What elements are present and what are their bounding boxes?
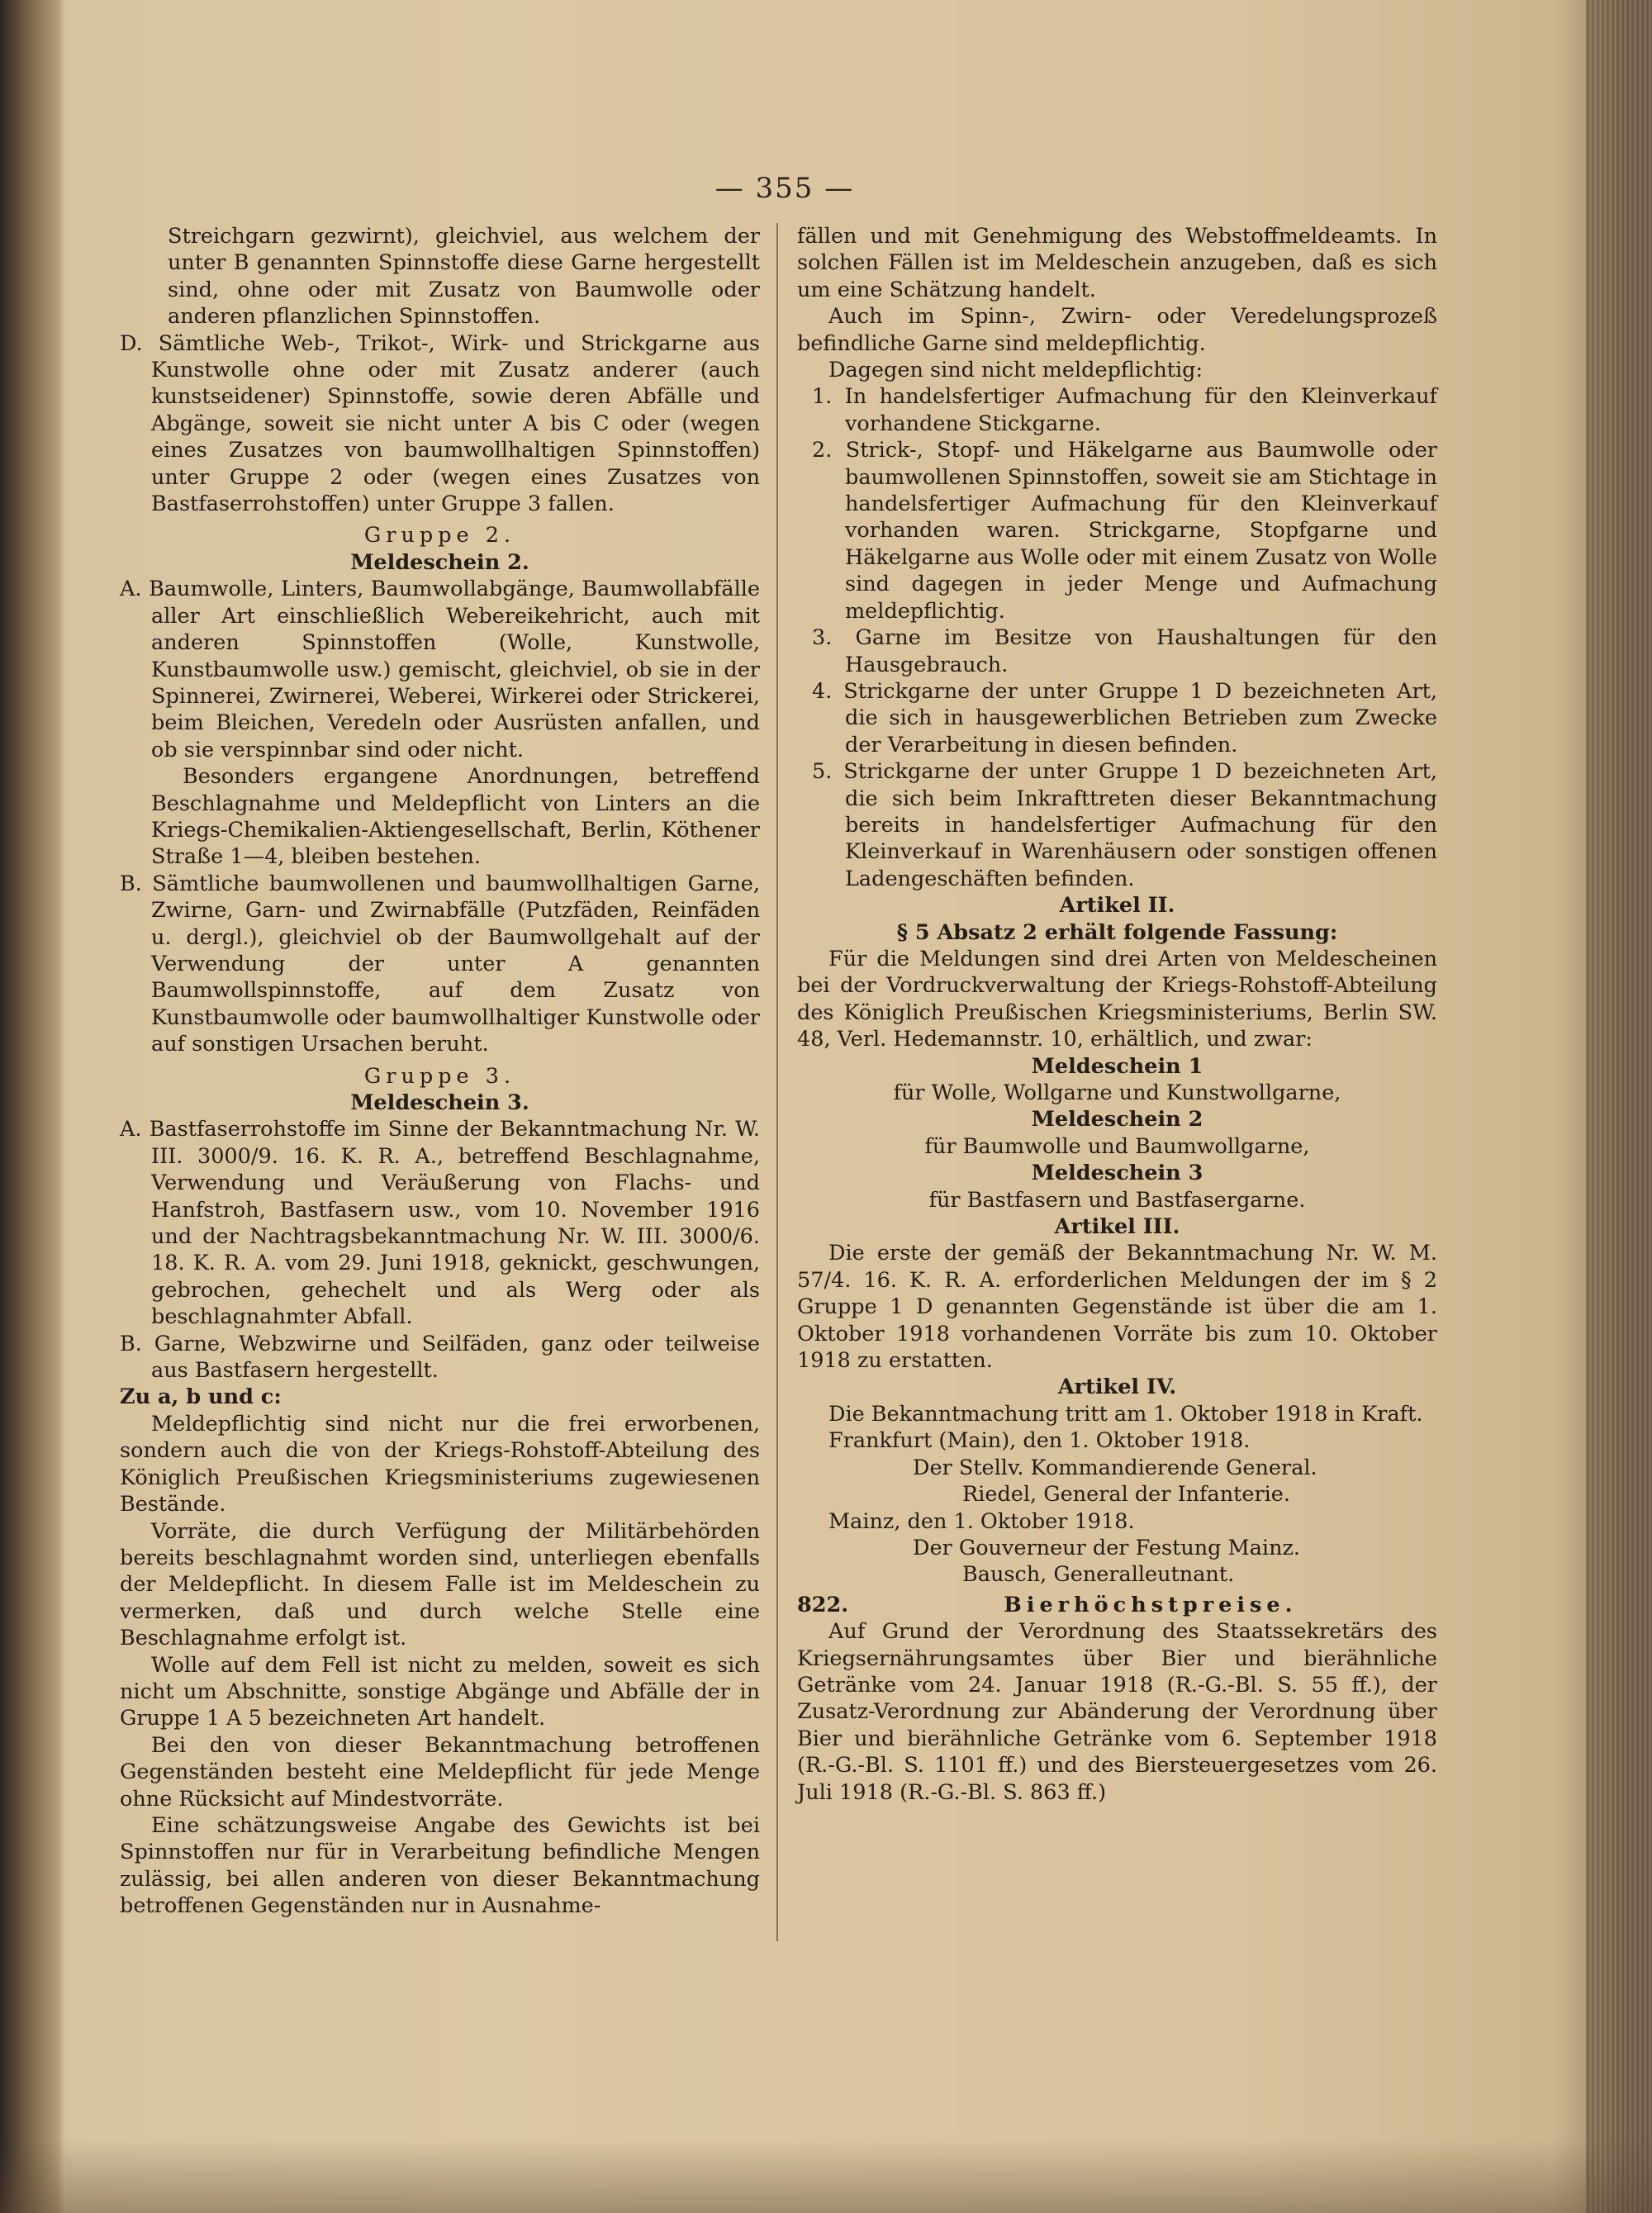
paragraph: Die Bekanntmachung tritt am 1. Oktober 1918 in Kraft. (828, 1401, 1423, 1427)
zu-abc-heading: Zu a, b und c: (120, 1384, 282, 1410)
group-3-heading: Gruppe 3. (363, 1063, 516, 1089)
paragraph: Auch im Spinn-, Zwirn- oder Veredelungsprozeß befindliche Garne sind meldepflichtig. (797, 304, 1437, 356)
paragraph: Bei den von dieser Bekanntmachung betroffenen Gegenständen besteht eine Meldepflicht für jede Menge ohne Rücksicht auf Mindestvorräte. (120, 1732, 760, 1812)
group-3-b: B. Garne, Webzwirne und Seilfäden, ganz oder teilweise aus Bastfasern hergestellt. (120, 1331, 760, 1384)
binding-shadow (0, 0, 64, 2213)
paragraph: Vorräte, die durch Verfügung der Militärbehörden bereits beschlagnahmt worden sind, unterliegen ebenfalls der Meldepflicht. In diesem Falle ist im Meldeschein zu vermerken, daß und durch welche Stelle eine Beschlagnahme erfolgt ist. (120, 1518, 760, 1651)
signature-name: Bausch, Generalleutnant. (962, 1562, 1235, 1588)
group-2-b: B. Sämtliche baumwollenen und baumwollhaltigen Garne, Zwirne, Garn- und Zwirnabfälle (Putzfäden, Reinfäden u. dergl.), gleichviel ob der Baumwollgehalt auf der Verwendung der unter A genannten Baumwollspinnstoffe, auf dem Zusatz von Kunstbaumwolle oder baumwollhaltiger Kunstwolle oder auf sonstigen Ursachen beruht. (120, 871, 760, 1057)
group-2-heading: Gruppe 2. (363, 523, 516, 549)
meldeschein-3-text: für Bastfasern und Bastfasergarne. (928, 1187, 1306, 1213)
right-column (797, 223, 1437, 1806)
paragraph: fällen und mit Genehmigung des Webstoffmeldeamts. In solchen Fällen ist im Meldeschein anzugeben, daß es sich um eine Schätzung handelt. (797, 224, 1437, 302)
group-3-a: A. Bastfaserrohstoffe im Sinne der Bekanntmachung Nr. W. III. 3000/9. 16. K. R. A., betreffend Beschlagnahme, Verwendung und Veräußerung von Flachs- und Hanfstroh, Bastfasern usw., vom 10. November 1916 und der Nachtragsbekanntmachung Nr. W. III. 3000/6. 18. K. R. A. vom 29. Juni 1918, geknickt, geschwungen, gebrochen, gehechelt und als Werg oder als beschlagnahmter Abfall. (120, 1117, 760, 1330)
page-number: — 355 — (714, 172, 855, 205)
list-item: 5. Strickgarne der unter Gruppe 1 D bezeichneten Art, die sich beim Inkrafttreten dieser Bekanntmachung bereits in handelsfertiger Aufmachung für den Kleinverkauf in Warenhäusern oder sonstigen offenen Ladengeschäften befinden. (812, 759, 1437, 891)
paragraph: Streichgarn gezwirnt), gleichviel, aus welchem der unter B genannten Spinnstoffe diese Garne hergestellt sind, ohne oder mit Zusatz von Baumwolle oder anderen pflanzlichen Spinnstoffen. (168, 224, 760, 330)
paragraph: Dagegen sind nicht meldepflichtig: (828, 358, 1203, 383)
section-title: Bierhöchstpreise. (1004, 1592, 1298, 1617)
section-number: 822. (797, 1592, 849, 1617)
paragraph: Die erste der gemäß der Bekanntmachung Nr. W. M. 57/4. 16. K. R. A. erforderlichen Meldungen der im § 2 Gruppe 1 D genannten Gegenstände ist über die am 1. Oktober 1918 vorhandenen Vorräte bis zum 10. Oktober 1918 zu erstatten. (797, 1241, 1437, 1374)
left-column (120, 223, 760, 1920)
paragraph: Eine schätzungsweise Angabe des Gewichts ist bei Spinnstoffen nur für in Verarbeitung befindliche Mengen zulässig, bei allen anderen von dieser Bekanntmachung betroffenen Gegenständen nur in Ausnahme- (120, 1812, 760, 1919)
signature-place-date: Mainz, den 1. Oktober 1918. (828, 1508, 1135, 1534)
meldeschein-1-label: Meldeschein 1 (1031, 1053, 1203, 1079)
group-2-a-note: Besonders ergangene Anordnungen, betreffend Beschlagnahme und Meldepflicht von Linters an die Kriegs-Chemikalien-Aktiengesellschaft, Berlin, Köthener Straße 1—4, bleiben bestehen. (151, 764, 760, 870)
paragraph: Für die Meldungen sind drei Arten von Meldescheinen bei der Vordruckverwaltung der Kriegs-Rohstoff-Abteilung des Königlich Preußischen Kriegsministeriums, Berlin SW. 48, Verl. Hedemannstr. 10, erhältlich, und zwar: (797, 946, 1437, 1052)
signature-name: Riedel, General der Infanterie. (962, 1482, 1291, 1508)
meldeschein-3-label: Meldeschein 3 (1031, 1161, 1203, 1186)
signature-title: Der Stellv. Kommandierende General. (913, 1455, 1317, 1480)
group-2-form: Meldeschein 2. (350, 549, 529, 575)
bottom-shadow (0, 2139, 1652, 2213)
section-822-header (797, 1592, 1437, 1618)
list-item: 1. In handelsfertiger Aufmachung für den Kleinverkauf vorhandene Stickgarne. (812, 384, 1437, 436)
paragraph: Auf Grund der Verordnung des Staatssekretärs des Kriegsernährungsamtes über Bier und bierähnliche Getränke vom 24. Januar 1918 (R.-G.-Bl. S. 55 ff.), der Zusatz-Verordnung zur Abänderung der Verordnung über Bier und bierähnliche Getränke vom 6. September 1918 (R.-G.-Bl. S. 1101 ff.) und des Biersteuergesetzes vom 26. Juli 1918 (R.-G.-Bl. S. 863 ff.) (797, 1619, 1437, 1805)
article-2-heading: Artikel II. (1059, 893, 1175, 919)
article-2-subheading: § 5 Absatz 2 erhält folgende Fassung: (896, 919, 1338, 945)
article-3-heading: Artikel III. (1054, 1214, 1180, 1240)
group-2-a: A. Baumwolle, Linters, Baumwollabgänge, Baumwollabfälle aller Art einschließlich Webereikehricht, auch mit anderen Spinnstoffen (Wolle, Kunstwolle, Kunstbaumwolle usw.) gemischt, gleichviel, ob sie in der Spinnerei, Zwirnerei, Weberei, Wirkerei oder Strickerei, beim Bleichen, Veredeln oder Ausrüsten anfallen, und ob sie verspinnbar sind oder nicht. (120, 577, 760, 762)
page-stack-edge (1586, 0, 1652, 2213)
signature-title: Der Gouverneur der Festung Mainz. (913, 1535, 1301, 1560)
list-item: 4. Strickgarne der unter Gruppe 1 D bezeichneten Art, die sich in hausgewerblichen Betrieben zum Zwecke der Verarbeitung in diesen befinden. (812, 678, 1437, 757)
paragraph: Meldepflichtig sind nicht nur die frei erworbenen, sondern auch die von der Kriegs-Rohstoff-Abteilung des Königlich Preußischen Kriegsministeriums zugewiesenen Bestände. (120, 1411, 760, 1517)
article-4-heading: Artikel IV. (1057, 1375, 1177, 1400)
meldeschein-2-text: für Baumwolle und Baumwollgarne, (924, 1133, 1310, 1159)
meldeschein-2-label: Meldeschein 2 (1031, 1107, 1203, 1133)
section-d: D. Sämtliche Web-, Trikot-, Wirk- und Strickgarne aus Kunstwolle ohne oder mit Zusatz anderer (auch kunstseidener) Spinnstoffe, sowie deren Abfälle und Abgänge, soweit sie nicht unter A bis C oder (wegen eines Zusatzes von baumwollhaltigen Spinnstoffen) unter Gruppe 2 oder (wegen eines Zusatzes von Bastfaserrohstoffen) unter Gruppe 3 fallen. (120, 330, 760, 517)
list-item: 3. Garne im Besitze von Haushaltungen für den Hausgebrauch. (812, 625, 1437, 677)
column-divider (776, 223, 778, 1941)
signature-place-date: Frankfurt (Main), den 1. Oktober 1918. (828, 1428, 1251, 1454)
paragraph: Wolle auf dem Fell ist nicht zu melden, soweit es sich nicht um Abschnitte, sonstige Abgänge und Abfälle der in Gruppe 1 A 5 bezeichneten Art handelt. (120, 1652, 760, 1731)
group-3-form: Meldeschein 3. (350, 1090, 529, 1115)
list-item: 2. Strick-, Stopf- und Häkelgarne aus Baumwolle oder baumwollenen Spinnstoffen, soweit sie am Stichtage in handelsfertiger Aufmachung für den Kleinverkauf vorhanden waren. Strickgarne, Stopfgarne und Häkelgarne aus Wolle oder mit einem Zusatz von Wolle sind dagegen in jeder Menge und Aufmachung meldepflichtig. (812, 438, 1437, 624)
meldeschein-1-text: für Wolle, Wollgarne und Kunstwollgarne, (893, 1080, 1341, 1105)
